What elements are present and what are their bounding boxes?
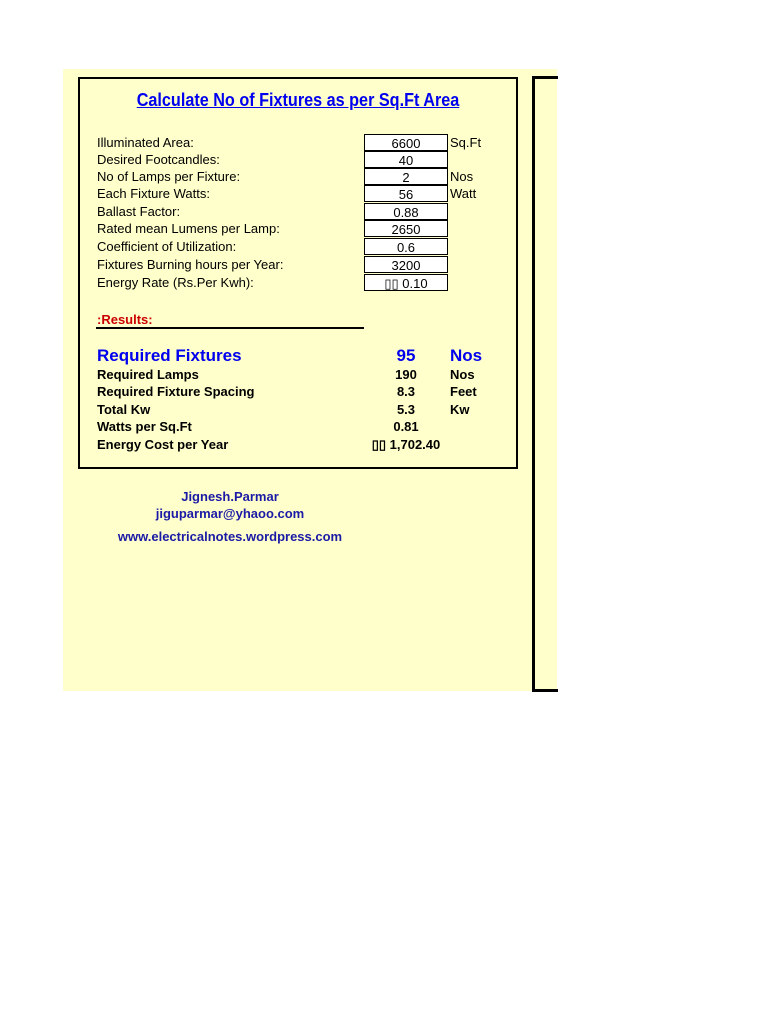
burning-hours-input[interactable]: 3200	[364, 256, 448, 273]
input-label-ballast-factor: Ballast Factor:	[97, 204, 181, 219]
result-unit: Feet	[450, 384, 477, 399]
input-label-fixture-watts: Each Fixture Watts:	[97, 186, 210, 201]
input-label-coefficient-utilization: Coefficient of Utilization:	[97, 239, 237, 254]
result-label-fixture-spacing: Required Fixture Spacing	[97, 384, 255, 399]
website-link[interactable]: www.electricalnotes.wordpress.com	[117, 529, 343, 544]
result-value-total-kw: 5.3	[396, 402, 416, 417]
page-title: Calculate No of Fixtures as per Sq.Ft Area	[136, 90, 460, 110]
input-unit: Sq.Ft	[450, 135, 482, 150]
required-fixtures-value: 95	[396, 346, 416, 365]
result-unit: Kw	[450, 402, 470, 417]
input-label-footcandles: Desired Footcandles:	[97, 152, 220, 167]
input-label-energy-rate: Energy Rate (Rs.Per Kwh):	[97, 275, 254, 290]
result-value-required-lamps: 190	[395, 367, 417, 382]
author-email[interactable]: jiguparmar@yhaoo.com	[155, 506, 305, 521]
input-unit: Nos	[450, 169, 474, 184]
coefficient-utilization-input[interactable]: 0.6	[364, 238, 448, 255]
illuminated-area-input[interactable]: 6600	[364, 134, 448, 151]
required-fixtures-unit: Nos	[450, 346, 483, 365]
input-label-lumens-per-lamp: Rated mean Lumens per Lamp:	[97, 221, 280, 236]
ballast-factor-input[interactable]: 0.88	[364, 203, 448, 220]
result-label-required-lamps: Required Lamps	[97, 367, 199, 382]
input-label-lamps-per-fixture: No of Lamps per Fixture:	[97, 169, 241, 184]
adjacent-frame	[532, 76, 558, 692]
result-label-watts-per-sqft: Watts per Sq.Ft	[97, 419, 192, 434]
results-divider	[96, 327, 364, 329]
author-name: Jignesh.Parmar	[181, 489, 279, 504]
result-value-energy-cost: ▯▯ 1,702.40	[371, 437, 441, 452]
result-label-energy-cost: Energy Cost per Year	[97, 437, 229, 452]
result-unit: Nos	[450, 367, 475, 382]
lumens-per-lamp-input[interactable]: 2650	[364, 220, 448, 237]
results-heading: :Results:	[97, 312, 153, 327]
energy-rate-input[interactable]: ▯▯ 0.10	[364, 274, 448, 291]
result-value-watts-per-sqft: 0.81	[393, 419, 419, 434]
input-unit: Watt	[450, 186, 477, 201]
fixture-watts-input[interactable]: 56	[364, 185, 448, 202]
lamps-per-fixture-input[interactable]: 2	[364, 168, 448, 185]
result-label-total-kw: Total Kw	[97, 402, 151, 417]
result-value-fixture-spacing: 8.3	[396, 384, 416, 399]
required-fixtures-label: Required Fixtures	[97, 346, 242, 365]
input-label-burning-hours: Fixtures Burning hours per Year:	[97, 257, 284, 272]
footcandles-input[interactable]: 40	[364, 151, 448, 168]
input-label-illuminated-area: Illuminated Area:	[97, 135, 194, 150]
